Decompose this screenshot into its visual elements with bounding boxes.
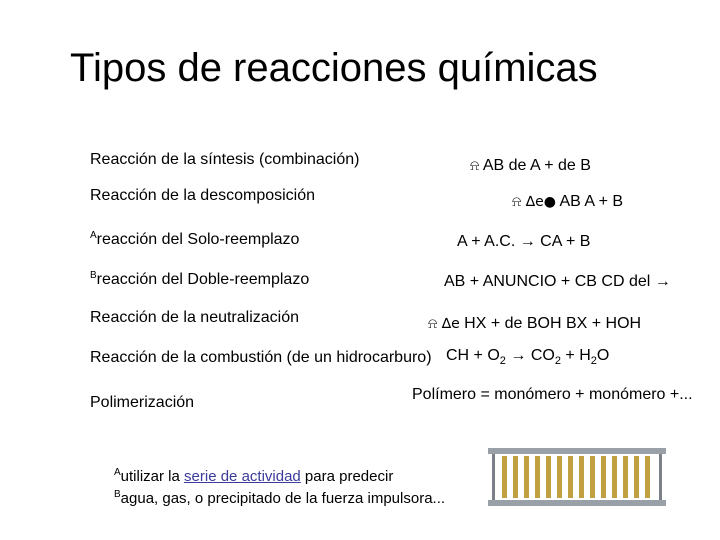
polymer-chain-illustration xyxy=(488,448,666,506)
footnote-b: $^B$agua, gas, o precipitado de la fuerza impulsora... xyxy=(114,489,446,507)
reaction-name-synthesis: Reacción de la síntesis (combinación) xyxy=(90,151,360,168)
monomer-strand xyxy=(502,456,507,498)
reaction-formula-neutralization: ⍾ ∆e HX + de BOH BX + HOH xyxy=(428,315,642,332)
reaction-name-combustion: Reacción de la combustión (de un hidrocarburo) xyxy=(90,349,432,366)
monomer-strand xyxy=(590,456,595,498)
reaction-formula-double-replacement: AB + ANUNCIO + CB CD del → xyxy=(444,273,671,290)
symbol-glyphs: ⍾ ∆e● xyxy=(512,194,556,210)
polymer-bottom-rail xyxy=(488,500,666,506)
monomer-strand xyxy=(579,456,584,498)
reaction-formula-decomposition: ⍾ ∆e● AB A + B xyxy=(512,193,624,210)
reaction-name-double-replacement: $^B$reacción del Doble-reemplazo xyxy=(90,270,310,288)
reaction-name-polymerization: Polimerización xyxy=(90,394,195,411)
clock-icon: ⍾ xyxy=(470,158,480,174)
polymer-left-post xyxy=(492,454,495,500)
reaction-name-single-replacement: $^A$reacción del Solo-reemplazo xyxy=(90,230,300,248)
page-title: Tipos de reacciones químicas xyxy=(70,46,598,90)
monomer-strand xyxy=(524,456,529,498)
polymer-right-post xyxy=(659,454,662,500)
symbol-glyphs: ⍾ ∆e xyxy=(428,316,460,332)
monomer-strand xyxy=(513,456,518,498)
monomer-strand xyxy=(546,456,551,498)
monomer-strand xyxy=(645,456,650,498)
reaction-name-neutralization: Reacción de la neutralización xyxy=(90,309,300,326)
monomer-strand xyxy=(634,456,639,498)
monomer-strand xyxy=(601,456,606,498)
polymer-top-rail xyxy=(488,448,666,454)
monomer-strand xyxy=(557,456,562,498)
monomer-strand xyxy=(623,456,628,498)
reaction-formula-synthesis: ⍾ AB de A + de B xyxy=(470,157,591,174)
footnote-marker-b: B xyxy=(90,270,97,281)
reaction-formula-combustion: CH + $O_2 \to CO_2 + H_2O$ xyxy=(446,347,610,367)
monomer-strand xyxy=(568,456,573,498)
footnote-marker-a: A xyxy=(90,230,97,241)
monomer-strand xyxy=(612,456,617,498)
reaction-formula-polymerization: Polímero = monómero + monómero +... xyxy=(412,386,693,403)
polymer-monomers xyxy=(502,456,650,498)
footnote-a: $^A$utilizar la serie de actividad para predecir xyxy=(114,467,394,485)
reaction-name-decomposition: Reacción de la descomposición xyxy=(90,187,316,204)
reaction-formula-single-replacement: A + A.C. → CA + B xyxy=(457,233,591,250)
monomer-strand xyxy=(535,456,540,498)
activity-series-link[interactable]: serie de actividad xyxy=(184,468,301,485)
